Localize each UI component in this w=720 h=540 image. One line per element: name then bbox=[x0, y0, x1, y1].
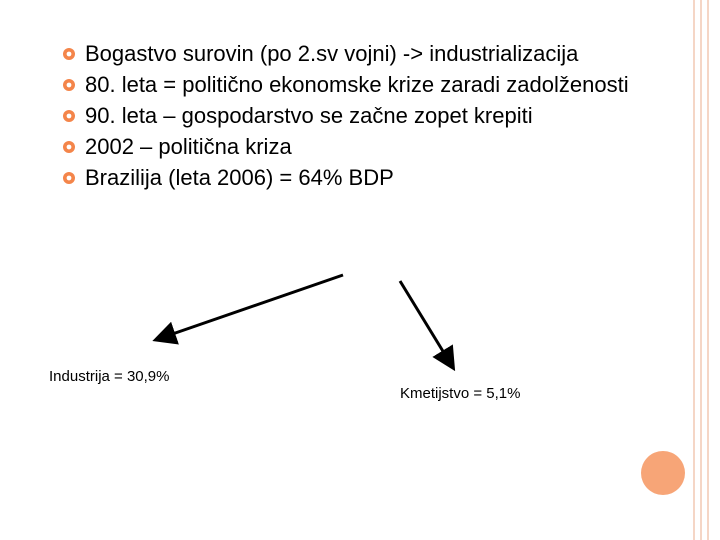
bullet-text: 2002 – politična kriza bbox=[85, 134, 292, 159]
bullet-text: Bogastvo surovin (po 2.sv vojni) -> industrializacija bbox=[85, 41, 579, 66]
industry-share-label: Industrija = 30,9% bbox=[49, 368, 170, 385]
bullet-text: 80. leta = politično ekonomske krize zaradi zadolženosti bbox=[85, 72, 629, 97]
bullet-text: 90. leta – gospodarstvo se začne zopet krepiti bbox=[85, 103, 533, 128]
bullet-text: Brazilija (leta 2006) = 64% BDP bbox=[85, 165, 394, 190]
arrow-to-industry bbox=[158, 275, 343, 339]
arrow-to-agriculture bbox=[400, 281, 452, 366]
decorative-circle bbox=[641, 451, 685, 495]
agriculture-share-label: Kmetijstvo = 5,1% bbox=[400, 385, 521, 402]
